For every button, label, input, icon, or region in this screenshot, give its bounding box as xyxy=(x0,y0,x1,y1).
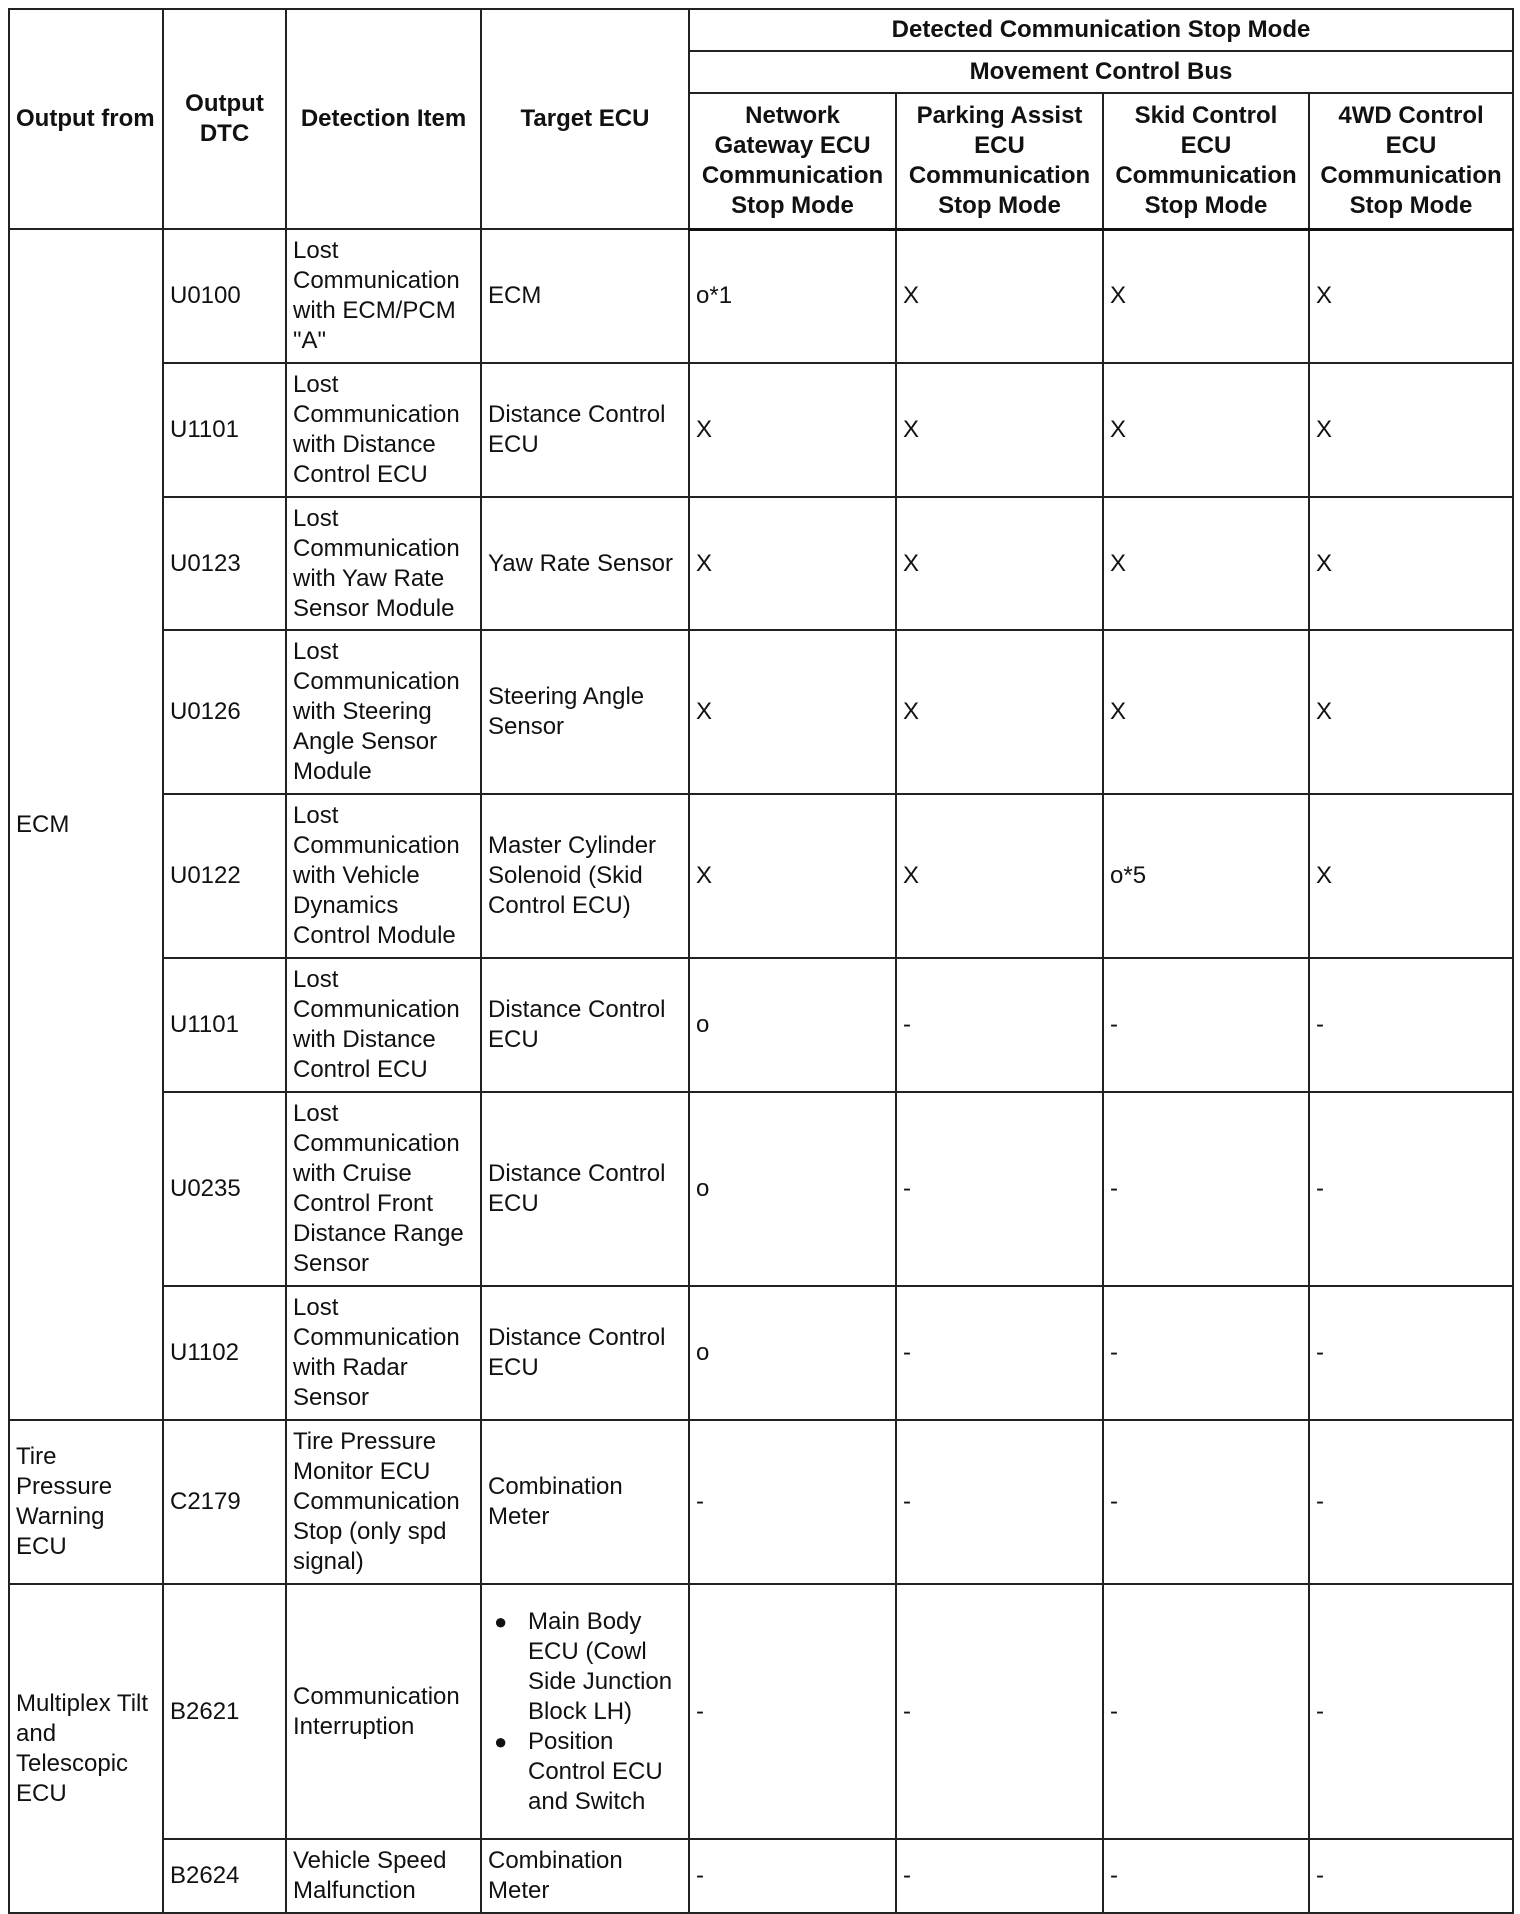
cell-dtc: U0235 xyxy=(163,1092,286,1286)
cell-target: Combination Meter xyxy=(481,1420,689,1584)
cell-mode: - xyxy=(689,1839,896,1913)
cell-mode: o xyxy=(689,958,896,1092)
cell-mode: - xyxy=(1309,1286,1513,1420)
header-mode-4wd-control: 4WD Control ECU Communication Stop Mode xyxy=(1309,93,1513,229)
cell-dtc: B2621 xyxy=(163,1584,286,1839)
cell-mode: - xyxy=(1309,1092,1513,1286)
table-row xyxy=(9,363,1513,497)
cell-mode: - xyxy=(1309,1420,1513,1584)
cell-item: Lost Communication with Yaw Rate Sensor Module xyxy=(286,497,481,630)
cell-output-from: Tire Pressure Warning ECU xyxy=(9,1420,163,1584)
header-mode-parking-assist: Parking Assist ECU Communication Stop Mode xyxy=(896,93,1103,229)
cell-mode: - xyxy=(1103,958,1309,1092)
cell-dtc: B2624 xyxy=(163,1839,286,1913)
table-row xyxy=(9,1839,1513,1913)
header-bus: Movement Control Bus xyxy=(689,51,1513,93)
cell-mode: - xyxy=(1309,958,1513,1092)
cell-mode: - xyxy=(1309,1584,1513,1839)
cell-target: Distance Control ECU xyxy=(481,363,689,497)
table-row xyxy=(9,958,1513,1092)
cell-mode: X xyxy=(1309,229,1513,363)
cell-dtc: C2179 xyxy=(163,1420,286,1584)
cell-target: Distance Control ECU xyxy=(481,958,689,1092)
cell-output-from: ECM xyxy=(9,229,163,1420)
table-row xyxy=(9,497,1513,630)
cell-item: Lost Communication with Vehicle Dynamics Control Module xyxy=(286,794,481,958)
cell-dtc: U1101 xyxy=(163,958,286,1092)
cell-mode: - xyxy=(896,1092,1103,1286)
table-row xyxy=(9,229,1513,363)
header-mode-network-gateway: Network Gateway ECU Communication Stop Mode xyxy=(689,93,896,229)
cell-mode: X xyxy=(896,497,1103,630)
cell-output-from: Multiplex Tilt and Telescopic ECU xyxy=(9,1584,163,1913)
cell-target-list xyxy=(481,1584,689,1839)
cell-mode: X xyxy=(896,229,1103,363)
header-target-ecu: Target ECU xyxy=(481,9,689,229)
cell-mode: - xyxy=(896,1839,1103,1913)
cell-mode: X xyxy=(689,497,896,630)
cell-mode: X xyxy=(689,794,896,958)
cell-mode: - xyxy=(1103,1420,1309,1584)
cell-mode: X xyxy=(689,363,896,497)
cell-mode: - xyxy=(896,1286,1103,1420)
cell-dtc: U1102 xyxy=(163,1286,286,1420)
cell-item: Lost Communication with Radar Sensor xyxy=(286,1286,481,1420)
cell-mode: X xyxy=(1103,497,1309,630)
cell-mode: - xyxy=(1103,1839,1309,1913)
cell-dtc: U0122 xyxy=(163,794,286,958)
cell-item: Tire Pressure Monitor ECU Communication Stop (only spd signal) xyxy=(286,1420,481,1584)
table-row xyxy=(9,1420,1513,1584)
cell-mode: X xyxy=(896,794,1103,958)
cell-mode: X xyxy=(689,630,896,794)
cell-mode: X xyxy=(1103,229,1309,363)
cell-target: Distance Control ECU xyxy=(481,1092,689,1286)
cell-target: Distance Control ECU xyxy=(481,1286,689,1420)
cell-item: Vehicle Speed Malfunction xyxy=(286,1839,481,1913)
table-row xyxy=(9,1584,1513,1839)
cell-target: ECM xyxy=(481,229,689,363)
table-row xyxy=(9,794,1513,958)
cell-item: Lost Communication with Cruise Control Front Distance Range Sensor xyxy=(286,1092,481,1286)
cell-item: Lost Communication with Distance Control ECU xyxy=(286,363,481,497)
cell-mode: o*5 xyxy=(1103,794,1309,958)
cell-mode: X xyxy=(1309,794,1513,958)
cell-mode: o xyxy=(689,1092,896,1286)
header-detected-mode: Detected Communication Stop Mode xyxy=(689,9,1513,51)
header-mode-skid-control: Skid Control ECU Communication Stop Mode xyxy=(1103,93,1309,229)
cell-item: Communication Interruption xyxy=(286,1584,481,1839)
header-output-dtc: Output DTC xyxy=(163,9,286,229)
header-detection-item: Detection Item xyxy=(286,9,481,229)
cell-mode: o xyxy=(689,1286,896,1420)
cell-mode: - xyxy=(1103,1286,1309,1420)
cell-item: Lost Communication with Steering Angle Sensor Module xyxy=(286,630,481,794)
cell-target: Steering Angle Sensor xyxy=(481,630,689,794)
cell-mode: - xyxy=(896,1420,1103,1584)
list-item: ● Position Control ECU and Switch xyxy=(528,1727,682,1817)
cell-mode: - xyxy=(1309,1839,1513,1913)
table-row xyxy=(9,1286,1513,1420)
cell-item: Lost Communication with Distance Control ECU xyxy=(286,958,481,1092)
cell-mode: - xyxy=(689,1420,896,1584)
cell-target: Combination Meter xyxy=(481,1839,689,1913)
cell-mode: - xyxy=(1103,1092,1309,1286)
cell-mode: - xyxy=(689,1584,896,1839)
list-item: ● Main Body ECU (Cowl Side Junction Block LH) xyxy=(528,1607,682,1727)
cell-mode: X xyxy=(1309,630,1513,794)
cell-mode: o*1 xyxy=(689,229,896,363)
cell-dtc: U0126 xyxy=(163,630,286,794)
cell-dtc: U0100 xyxy=(163,229,286,363)
cell-mode: X xyxy=(896,630,1103,794)
cell-dtc: U0123 xyxy=(163,497,286,630)
cell-item: Lost Communication with ECM/PCM "A" xyxy=(286,229,481,363)
dtc-table xyxy=(8,8,1514,1914)
cell-mode: X xyxy=(1103,363,1309,497)
cell-mode: X xyxy=(896,363,1103,497)
table-row xyxy=(9,630,1513,794)
table-row xyxy=(9,1092,1513,1286)
header-output-from: Output from xyxy=(9,9,163,229)
cell-mode: - xyxy=(896,958,1103,1092)
cell-dtc: U1101 xyxy=(163,363,286,497)
cell-mode: - xyxy=(896,1584,1103,1839)
cell-mode: X xyxy=(1103,630,1309,794)
cell-mode: X xyxy=(1309,363,1513,497)
target-bullet-list xyxy=(488,1607,682,1817)
cell-mode: - xyxy=(1103,1584,1309,1839)
cell-target: Master Cylinder Solenoid (Skid Control ECU) xyxy=(481,794,689,958)
cell-mode: X xyxy=(1309,497,1513,630)
cell-target: Yaw Rate Sensor xyxy=(481,497,689,630)
